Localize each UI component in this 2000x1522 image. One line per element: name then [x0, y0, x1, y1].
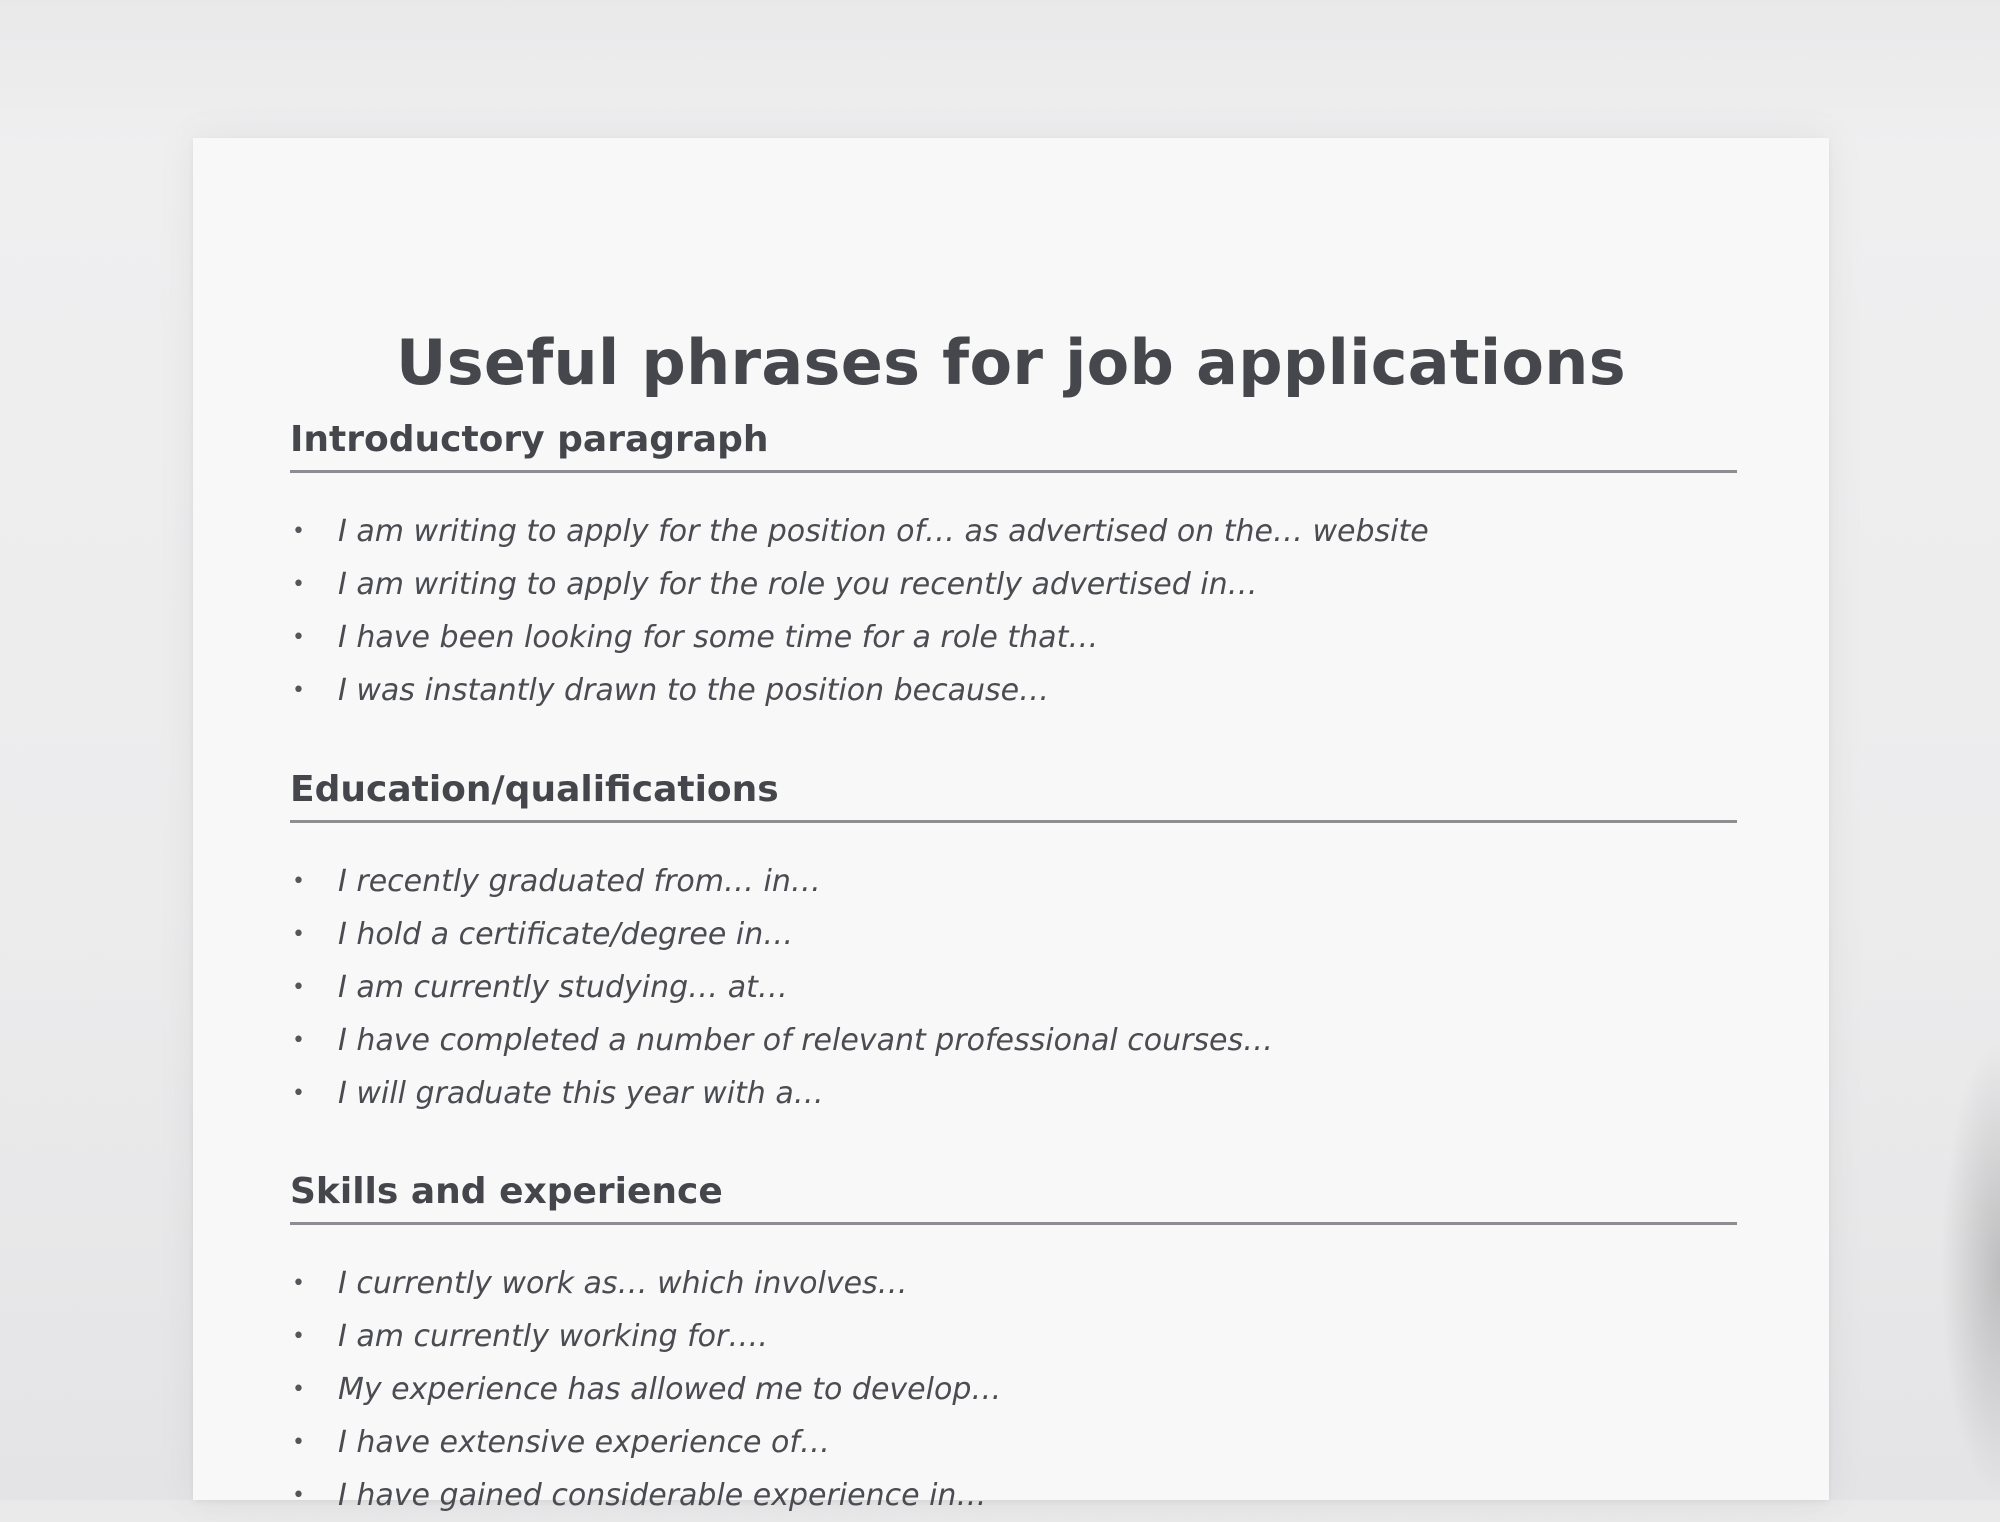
phrase-list: [290, 1257, 1737, 1522]
list-item: [290, 664, 1737, 717]
phrase-text: I have been looking for some time for a role that…: [338, 620, 1099, 655]
list-item: [290, 1257, 1737, 1310]
phrase-text: I currently work as… which involves…: [338, 1266, 908, 1301]
list-item: [290, 961, 1737, 1014]
list-item: [290, 1014, 1737, 1067]
list-item: [290, 1310, 1737, 1363]
bullet-icon: •: [292, 519, 305, 544]
phrase-list: [290, 505, 1737, 717]
phrase-text: I have extensive experience of…: [338, 1425, 830, 1460]
list-item: [290, 611, 1737, 664]
list-item: [290, 1416, 1737, 1469]
section-heading: Education/qualifications: [290, 772, 1737, 823]
bullet-icon: •: [292, 678, 305, 703]
phrase-text: I hold a certificate/degree in…: [338, 917, 794, 952]
phrase-text: I am writing to apply for the position of… as advertised on the… website: [338, 514, 1429, 549]
bullet-icon: •: [292, 922, 305, 947]
section-education-qualifications: [290, 769, 1737, 1120]
bullet-icon: •: [292, 1028, 305, 1053]
section-skills-and-experience: [290, 1171, 1737, 1522]
list-item: [290, 1363, 1737, 1416]
phrase-list: [290, 855, 1737, 1120]
bullet-icon: •: [292, 975, 305, 1000]
section-heading: Skills and experience: [290, 1174, 1737, 1225]
document-page: [193, 138, 1829, 1513]
list-item: [290, 558, 1737, 611]
phrase-text: I was instantly drawn to the position because…: [338, 673, 1050, 708]
list-item: [290, 505, 1737, 558]
bullet-icon: •: [292, 1081, 305, 1106]
phrase-text: I will graduate this year with a…: [338, 1076, 824, 1111]
bullet-icon: •: [292, 1324, 305, 1349]
phrase-text: I am currently studying… at…: [338, 970, 788, 1005]
bullet-icon: •: [292, 625, 305, 650]
list-item: [290, 1469, 1737, 1522]
section-heading: Introductory paragraph: [290, 422, 1737, 473]
bullet-icon: •: [292, 1430, 305, 1455]
phrase-text: I recently graduated from… in…: [338, 864, 821, 899]
backdrop-shadow: [1940, 1040, 2000, 1500]
list-item: [290, 1067, 1737, 1120]
document-title: Useful phrases for job applications: [396, 325, 1626, 399]
phrase-text: I have completed a number of relevant professional courses…: [338, 1023, 1274, 1058]
phrase-text: My experience has allowed me to develop…: [338, 1372, 1002, 1407]
phrase-text: I have gained considerable experience in…: [338, 1478, 987, 1513]
bullet-icon: •: [292, 1483, 305, 1508]
bullet-icon: •: [292, 572, 305, 597]
phrase-text: I am writing to apply for the role you recently advertised in…: [338, 567, 1258, 602]
list-item: [290, 908, 1737, 961]
list-item: [290, 855, 1737, 908]
bullet-icon: •: [292, 1377, 305, 1402]
bullet-icon: •: [292, 869, 305, 894]
bullet-icon: •: [292, 1271, 305, 1296]
section-introductory-paragraph: [290, 419, 1737, 717]
phrase-text: I am currently working for….: [338, 1319, 768, 1354]
